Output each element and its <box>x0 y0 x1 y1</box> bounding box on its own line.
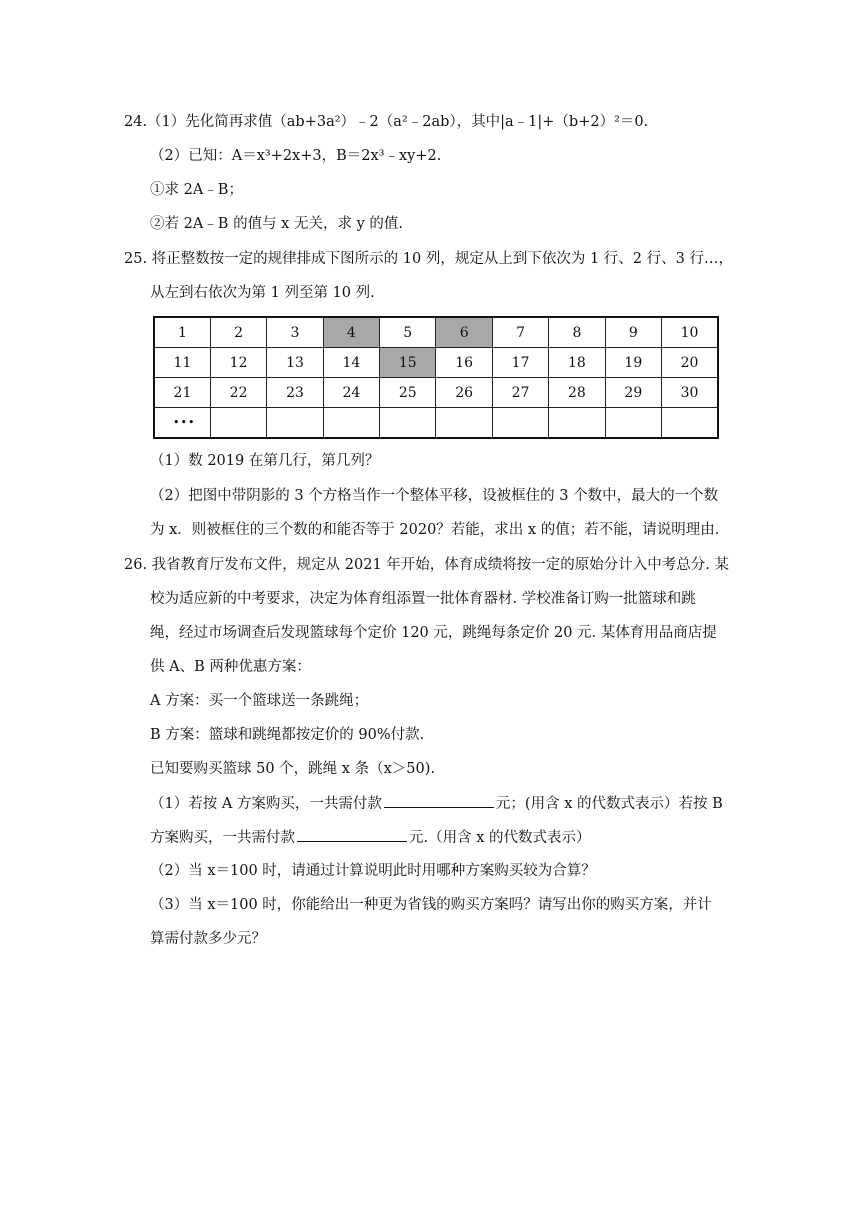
q26-sub2: （2）当 x＝100 时，请通过计算说明此时用哪种方案购买较为合算？ <box>150 863 596 879</box>
q26-sub1-line1 <box>150 793 723 814</box>
grid-cell: 28 <box>549 378 605 408</box>
q24-line4: ②若 2A﹣B 的值与 x 无关，求 y 的值. <box>150 216 403 232</box>
q26-sub1a-post: 元；(用含 x 的代数式表示）若按 B <box>495 796 723 812</box>
grid-cell: 18 <box>549 348 605 378</box>
grid-cell: 19 <box>605 348 661 378</box>
grid-cell: ••• <box>154 408 210 439</box>
grid-cell: 23 <box>267 378 323 408</box>
q26-sub3b: 算需付款多少元？ <box>150 931 266 947</box>
grid-cell <box>323 408 379 439</box>
grid-cell: 13 <box>267 348 323 378</box>
grid-cell: 11 <box>154 348 210 378</box>
q24-line1: 24.（1）先化简再求值（ab+3a²）﹣2（a²﹣2ab），其中|a﹣1|+（b+2）²＝0. <box>124 114 649 130</box>
grid-cell: 9 <box>605 317 661 348</box>
grid-cell <box>380 408 436 439</box>
grid-cell: 26 <box>436 378 492 408</box>
q26-line2: 校为适应新的中考要求，决定为体育组添置一批体育器材. 学校准备订购一批篮球和跳 <box>150 591 696 607</box>
grid-cell <box>605 408 661 439</box>
q26-sub1a-pre: （1）若按 A 方案购买，一共需付款 <box>150 796 382 812</box>
grid-cell: 30 <box>662 378 718 408</box>
grid-cell: 4 <box>323 317 379 348</box>
grid-cell <box>210 408 266 439</box>
q26-line1: 26. 我省教育厅发布文件，规定从 2021 年开始，体育成绩将按一定的原始分计入中考总分. 某 <box>124 557 730 573</box>
grid-cell <box>549 408 605 439</box>
grid-cell: 25 <box>380 378 436 408</box>
grid-cell: 21 <box>154 378 210 408</box>
q26-sub1b-post: 元.（用含 x 的代数式表示） <box>409 830 591 846</box>
grid-cell <box>662 408 718 439</box>
grid-cell: 6 <box>436 317 492 348</box>
grid-cell: 8 <box>549 317 605 348</box>
grid-cell: 12 <box>210 348 266 378</box>
grid-row <box>154 408 718 439</box>
q24-line2: （2）已知：A＝x³+2x+3，B＝2x³﹣xy+2. <box>150 148 442 164</box>
grid-cell: 16 <box>436 348 492 378</box>
grid-cell: 2 <box>210 317 266 348</box>
grid-cell: 7 <box>492 317 548 348</box>
grid-cell <box>436 408 492 439</box>
grid-cell: 14 <box>323 348 379 378</box>
q24-line3: ①求 2A﹣B； <box>150 182 243 198</box>
q26-given: 已知要购买篮球 50 个，跳绳 x 条（x＞50). <box>150 761 435 777</box>
grid-cell <box>267 408 323 439</box>
grid-cell: 10 <box>662 317 718 348</box>
grid-cell: 29 <box>605 378 661 408</box>
grid-cell: 15 <box>380 348 436 378</box>
q26-plan-a: A 方案：买一个篮球送一条跳绳； <box>150 693 369 709</box>
q26-plan-b: B 方案：篮球和跳绳都按定价的 90%付款. <box>150 727 425 743</box>
grid-cell: 24 <box>323 378 379 408</box>
grid-cell <box>492 408 548 439</box>
q26-sub1b-pre: 方案购买，一共需付款 <box>150 830 295 846</box>
q25-sub1: （1）数 2019 在第几行，第几列？ <box>150 453 380 469</box>
grid-row <box>154 317 718 348</box>
q25-line2: 从左到右依次为第 1 列至第 10 列. <box>150 285 375 301</box>
answer-blank-a[interactable] <box>384 793 494 808</box>
grid-row <box>154 348 718 378</box>
answer-blank-b[interactable] <box>297 827 407 842</box>
q26-line3: 绳，经过市场调查后发现篮球每个定价 120 元，跳绳每条定价 20 元. 某体育用品商店提 <box>150 625 717 641</box>
grid-cell: 1 <box>154 317 210 348</box>
q25-sub2a: （2）把图中带阴影的 3 个方格当作一个整体平移，设被框住的 3 个数中，最大的一个数 <box>150 488 719 504</box>
grid-cell: 20 <box>662 348 718 378</box>
q25-sub2b: 为 x．则被框住的三个数的和能否等于 2020？若能，求出 x 的值；若不能，请说明理由. <box>150 522 720 538</box>
number-grid <box>153 316 719 439</box>
grid-cell: 22 <box>210 378 266 408</box>
q26-sub1-line2 <box>150 827 591 848</box>
grid-cell: 5 <box>380 317 436 348</box>
grid-cell: 17 <box>492 348 548 378</box>
q26-line4: 供 A、B 两种优惠方案： <box>150 659 311 675</box>
grid-row <box>154 378 718 408</box>
q26-sub3a: （3）当 x＝100 时，你能给出一种更为省钱的购买方案吗？请写出你的购买方案，并计 <box>150 897 712 913</box>
grid-cell: 3 <box>267 317 323 348</box>
q25-line1: 25. 将正整数按一定的规律排成下图所示的 10 列，规定从上到下依次为 1 行、2 行、3 行…， <box>124 251 733 267</box>
grid-cell: 27 <box>492 378 548 408</box>
